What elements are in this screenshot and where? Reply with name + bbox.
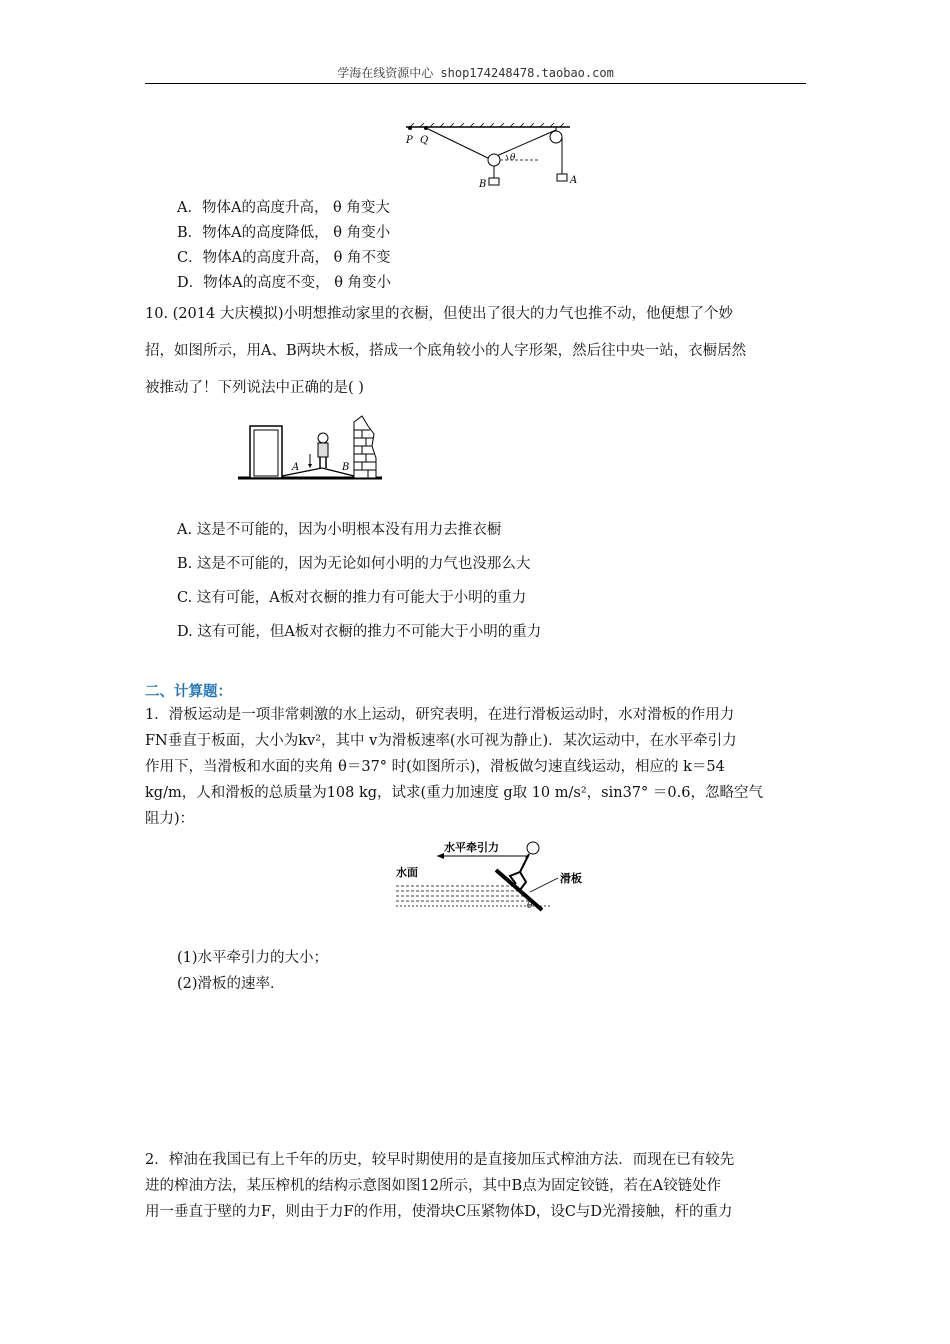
- skiboard-figure: [392, 836, 597, 916]
- label-board: 滑板: [560, 872, 582, 885]
- section-title: 二、计算题：: [145, 684, 232, 700]
- wardrobe-figure: [236, 412, 386, 482]
- label-water: 水面: [396, 866, 418, 879]
- label-theta-ski: θ: [527, 901, 533, 911]
- header-rule: [145, 83, 806, 84]
- c1-line-4: kg/m，人和滑板的总质量为108 kg，试求(重力加速度 g取 10 m/s²，sin37° ＝0.6，忽略空气: [145, 785, 763, 801]
- q10-option-c[interactable]: C. 这有可能，A板对衣橱的推力有可能大于小明的重力: [177, 590, 527, 606]
- c2-line-3: 用一垂直于壁的力F，则由于力F的作用，使滑块C压紧物体D，设C与D光滑接触，杆的重力: [145, 1204, 733, 1220]
- c1-line-5: 阻力)：: [145, 811, 195, 827]
- c1-line-2: FN垂直于板面，大小为kv²，其中 v为滑板速率(水可视为静止)．某次运动中，在水平牵引力: [145, 733, 737, 749]
- label-p: P: [406, 135, 413, 146]
- c1-line-1: 1．滑板运动是一项非常刺激的水上运动，研究表明，在进行滑板运动时，水对滑板的作用力: [145, 707, 735, 723]
- label-a: A: [570, 175, 578, 186]
- label-force: 水平牵引力: [444, 841, 499, 854]
- q9-option-c[interactable]: C．物体A的高度升高， θ 角不变: [177, 250, 391, 266]
- label-b: B: [479, 179, 487, 190]
- q10-line-1: 10. (2014 大庆模拟)小明想推动家里的衣橱，但使出了很大的力气也推不动，他便想了个妙: [145, 306, 733, 322]
- pulley-figure: [400, 118, 580, 194]
- q10-option-a[interactable]: A. 这是不可能的，因为小明根本没有用力去推衣橱: [177, 522, 502, 538]
- c1-subquestion-2: (2)滑板的速率．: [177, 976, 285, 992]
- q9-option-b[interactable]: B．物体A的高度降低， θ 角变小: [177, 225, 391, 241]
- c2-line-2: 进的榨油方法，某压榨机的结构示意图如图12所示，其中B点为固定铰链，若在A铰链处作: [145, 1178, 722, 1194]
- page-header: 学海在线资源中心 shop174248478.taobao.com: [337, 66, 614, 80]
- q9-option-d[interactable]: D．物体A的高度不变， θ 角变小: [177, 275, 392, 291]
- q10-line-3: 被推动了！下列说法中正确的是( ): [145, 380, 364, 396]
- label-board-a: A: [292, 462, 300, 473]
- label-theta: θ: [510, 153, 516, 163]
- q10-line-2: 招，如图所示，用A、B两块木板，搭成一个底角较小的人字形架，然后往中央一站，衣橱居然: [145, 343, 747, 359]
- c1-subquestion-1: (1)水平牵引力的大小；: [177, 950, 329, 966]
- q10-option-d[interactable]: D. 这有可能，但A板对衣橱的推力不可能大于小明的重力: [177, 624, 542, 640]
- q10-option-b[interactable]: B. 这是不可能的，因为无论如何小明的力气也没那么大: [177, 556, 531, 572]
- q9-option-a[interactable]: A．物体A的高度升高， θ 角变大: [177, 200, 390, 216]
- c2-line-1: 2．榨油在我国已有上千年的历史，较早时期使用的是直接加压式榨油方法．而现在已有较先: [145, 1152, 735, 1168]
- c1-line-3: 作用下，当滑板和水面的夹角 θ＝37° 时(如图所示)，滑板做匀速直线运动，相应的 k＝54: [145, 759, 725, 775]
- label-q: Q: [420, 135, 429, 146]
- label-board-b: B: [342, 462, 350, 473]
